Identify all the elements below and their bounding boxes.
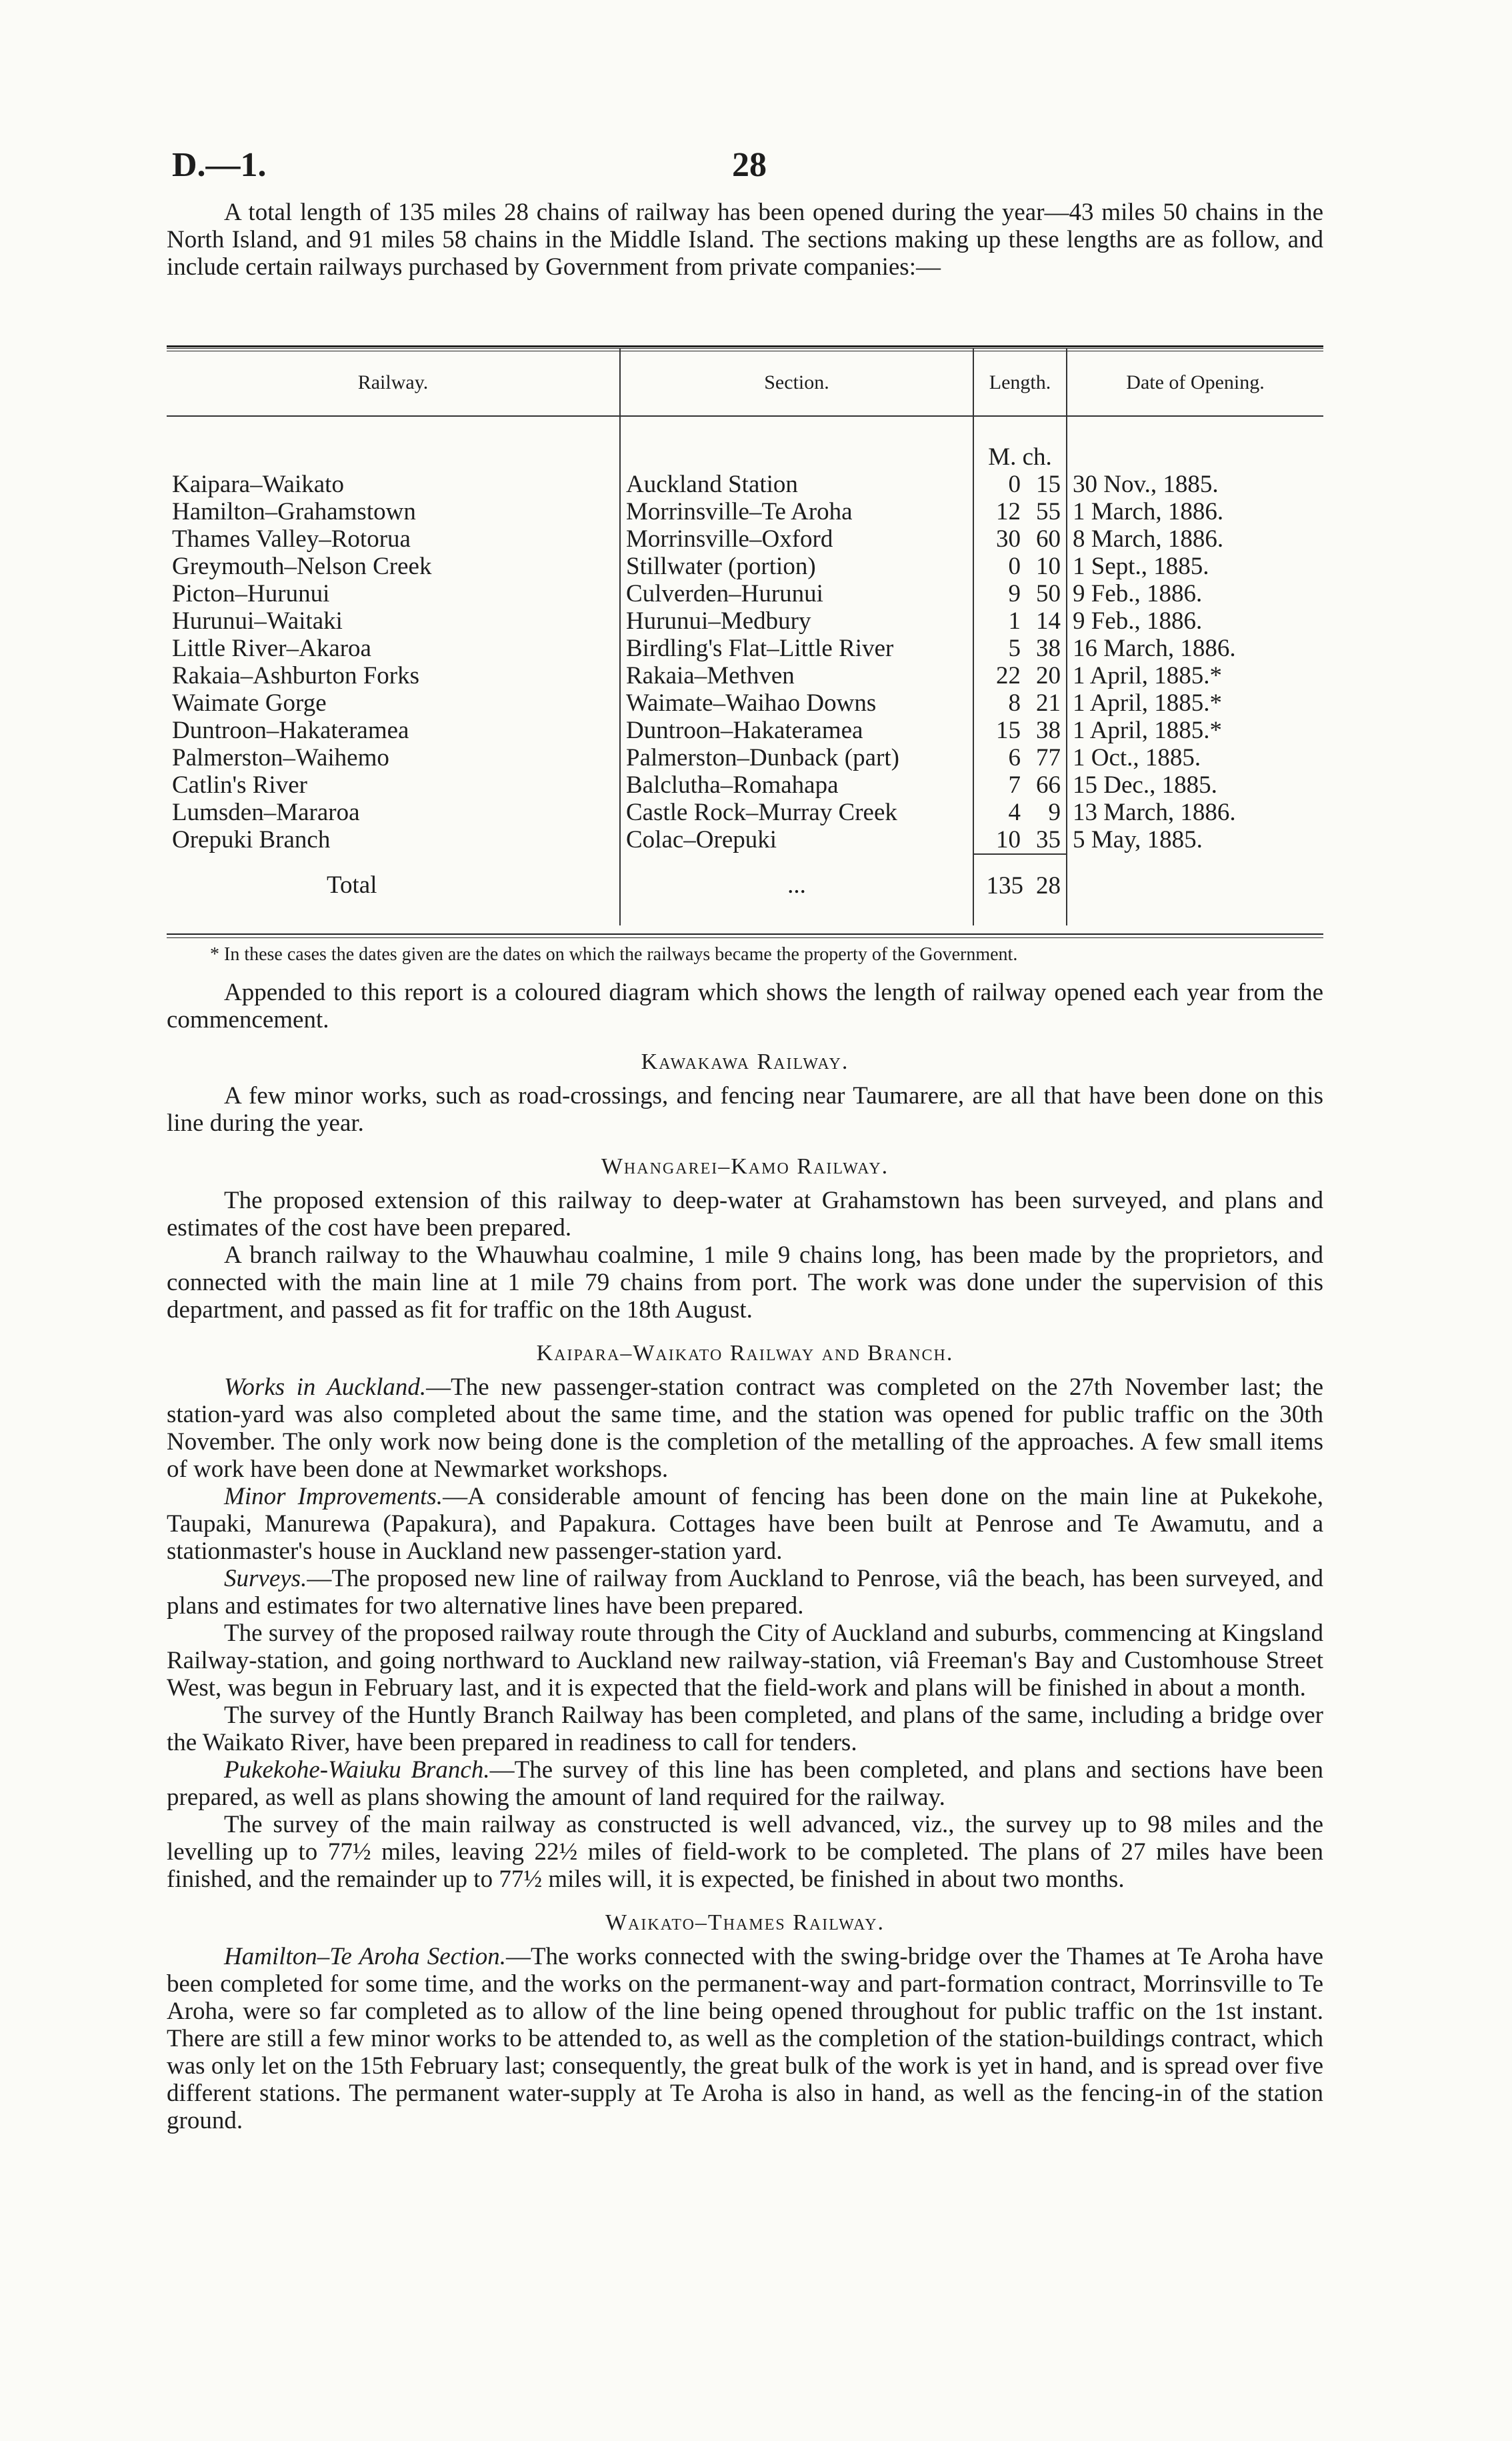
header-date: Date of Opening.	[1067, 348, 1323, 417]
opening-date: 1 Sept., 1885.	[1073, 553, 1209, 580]
opening-date: 1 April, 1885.*	[1073, 662, 1223, 689]
section-name: Culverden–Hurunui	[620, 580, 973, 607]
length-cell	[973, 662, 1067, 689]
length-chains: 15	[1036, 471, 1061, 498]
section-name: Balclutha–Romahapa	[620, 771, 973, 799]
table-row	[167, 717, 1323, 744]
intro-block	[167, 199, 1323, 281]
length-cell	[973, 498, 1067, 525]
total-chains: 28	[1036, 872, 1061, 899]
opening-date: 1 Oct., 1885.	[1073, 744, 1201, 771]
section-name: Rakaia–Methven	[620, 662, 973, 689]
header-section: Section.	[620, 348, 973, 417]
length-miles: 0	[1008, 553, 1021, 580]
intro-paragraph: A total length of 135 miles 28 chains of railway has been opened during the year—43 miles 50 chains in the North Island, and 91 miles 58 chains in the Middle Island. The sections making up these lengths are as follow, and include certain railways purchased by Government from private companies:—	[167, 199, 1323, 281]
kaipara-p1-lead: Works in Auckland.	[224, 1374, 427, 1401]
railway-name: Thames Valley–Rotorua	[167, 525, 620, 553]
length-chains: 38	[1036, 717, 1061, 744]
length-miles: 6	[1008, 744, 1021, 771]
length-miles: 12	[996, 498, 1021, 525]
kawakawa-heading: Kawakawa Railway.	[641, 1049, 849, 1074]
length-miles: 5	[1008, 635, 1021, 662]
kaipara-p6-text: —The survey of this line has been completed, and plans and sections have been prepared, as well as plans showing the amount of land required for the railway.	[167, 1756, 1323, 1811]
table-footnote: * In these cases the dates given are the dates on which the railways became the property of the Government.	[210, 944, 1018, 965]
length-cell	[973, 689, 1067, 717]
length-miles: 7	[1008, 771, 1021, 799]
units-spacer-railway	[167, 416, 620, 471]
opening-date: 9 Feb., 1886.	[1073, 580, 1203, 607]
document-code: D.—1.	[172, 146, 267, 184]
section-name: Morrinsville–Oxford	[620, 525, 973, 553]
railway-name: Lumsden–Mararoa	[167, 799, 620, 826]
units-spacer-date	[1067, 416, 1323, 471]
opening-date: 9 Feb., 1886.	[1073, 607, 1203, 635]
section-name: Birdling's Flat–Little River	[620, 635, 973, 662]
railway-name: Waimate Gorge	[167, 689, 620, 717]
length-miles: 22	[996, 662, 1021, 689]
opening-date: 1 March, 1886.	[1073, 498, 1224, 525]
waikato-paragraph-1	[167, 1943, 1323, 2134]
length-cell	[973, 607, 1067, 635]
kaipara-paragraph-1	[167, 1374, 1323, 1483]
length-cell	[973, 471, 1067, 498]
table-row	[167, 771, 1323, 799]
table-row	[167, 471, 1323, 498]
opening-date: 15 Dec., 1885.	[1073, 771, 1217, 799]
table-row	[167, 799, 1323, 826]
waikato-heading: Waikato–Thames Railway.	[605, 1910, 885, 1935]
kaipara-p3-text: —The proposed new line of railway from Auckland to Penrose, viâ the beach, has been surveyed, and plans and estimates for two alternative lines have been prepared.	[167, 1565, 1323, 1620]
opening-date: 16 March, 1886.	[1073, 635, 1236, 662]
whangarei-paragraph-1: The proposed extension of this railway to deep-water at Grahamstown has been surveyed, and plans and estimates of the cost have been prepared.	[167, 1187, 1323, 1242]
section-name: Waimate–Waihao Downs	[620, 689, 973, 717]
railway-name: Kaipara–Waikato	[167, 471, 620, 498]
table-row	[167, 826, 1323, 854]
table-row	[167, 498, 1323, 525]
length-miles: 8	[1008, 689, 1021, 717]
kaipara-paragraph-6	[167, 1756, 1323, 1811]
table-header-row	[167, 348, 1323, 417]
appended-paragraph: Appended to this report is a coloured diagram which shows the length of railway opened each year from the commencement.	[167, 979, 1323, 1033]
header-length: Length.	[973, 348, 1067, 417]
kaipara-p6-lead: Pukekohe-Waiuku Branch.	[224, 1756, 490, 1784]
length-miles: 9	[1008, 580, 1021, 607]
table-body	[167, 416, 1323, 925]
opening-date: 1 April, 1885.*	[1073, 717, 1223, 744]
report-body	[167, 979, 1323, 2134]
kaipara-p2-text: —A considerable amount of fencing has been done on the main line at Pukekohe, Taupaki, Manurewa (Papakura), and Papakura. Cottages have been built at Penrose and Te Awamutu, and a stationmaster's house in Auckland new passenger-station yard.	[167, 1483, 1324, 1565]
units-spacer-section	[620, 416, 973, 471]
section-name: Palmerston–Dunback (part)	[620, 744, 973, 771]
kaipara-paragraph-3	[167, 1565, 1323, 1620]
railway-table	[167, 347, 1323, 925]
railway-name: Rakaia–Ashburton Forks	[167, 662, 620, 689]
section-name: Stillwater (portion)	[620, 553, 973, 580]
length-chains: 38	[1036, 635, 1061, 662]
length-chains: 21	[1036, 689, 1061, 717]
length-cell	[973, 580, 1067, 607]
total-label: Total	[167, 854, 620, 925]
page-number: 28	[732, 146, 767, 184]
length-cell	[973, 826, 1067, 854]
kaipara-paragraph-4: The survey of the proposed railway route through the City of Auckland and suburbs, commencing at Kingsland Railway-station, and going northward to Auckland new railway-station, viâ Freeman's Bay and Customhouse Street West, was begun in February last, and it is expected that the field-work and plans will be finished in about a month.	[167, 1620, 1323, 1702]
railway-name: Greymouth–Nelson Creek	[167, 553, 620, 580]
railway-name: Hurunui–Waitaki	[167, 607, 620, 635]
length-chains: 50	[1036, 580, 1061, 607]
railway-name: Little River–Akaroa	[167, 635, 620, 662]
length-chains: 77	[1036, 744, 1061, 771]
table-bottom-rule-inner	[167, 937, 1323, 938]
kaipara-p2-lead: Minor Improvements.	[224, 1483, 443, 1510]
length-cell	[973, 553, 1067, 580]
length-chains: 14	[1036, 607, 1061, 635]
table-row	[167, 607, 1323, 635]
opening-date: 8 March, 1886.	[1073, 525, 1224, 553]
length-chains: 20	[1036, 662, 1061, 689]
railway-name: Hamilton–Grahamstown	[167, 498, 620, 525]
table-row	[167, 525, 1323, 553]
length-chains: 35	[1036, 826, 1061, 853]
railway-name: Catlin's River	[167, 771, 620, 799]
section-name: Castle Rock–Murray Creek	[620, 799, 973, 826]
waikato-p1-lead: Hamilton–Te Aroha Section.	[224, 1943, 506, 1970]
length-miles: 1	[1008, 607, 1021, 635]
length-miles: 0	[1008, 471, 1021, 498]
opening-date: 30 Nov., 1885.	[1073, 471, 1219, 498]
section-name: Morrinsville–Te Aroha	[620, 498, 973, 525]
total-miles: 135	[986, 872, 1023, 899]
table-row	[167, 635, 1323, 662]
kaipara-p3-lead: Surveys.	[224, 1565, 307, 1592]
whangarei-heading: Whangarei–Kamo Railway.	[601, 1154, 889, 1179]
length-cell	[973, 717, 1067, 744]
length-chains: 10	[1036, 553, 1061, 580]
length-cell	[973, 635, 1067, 662]
opening-date: 5 May, 1885.	[1073, 826, 1203, 853]
length-miles: 30	[996, 525, 1021, 553]
kaipara-paragraph-7: The survey of the main railway as constructed is well advanced, viz., the survey up to 98 miles and the levelling up to 77½ miles, leaving 22½ miles of field-work to be completed. The plans of 27 miles have been finished, and the remainder up to 77½ miles will, it is expected, be finished in about two months.	[167, 1811, 1323, 1893]
table-row	[167, 744, 1323, 771]
opening-date: 1 April, 1885.*	[1073, 689, 1223, 717]
length-chains: 55	[1036, 498, 1061, 525]
whangarei-paragraph-2: A branch railway to the Whauwhau coalmine, 1 mile 9 chains long, has been made by the proprietors, and connected with the main line at 1 mile 79 chains from port. The work was done under the supervision of this department, and passed as fit for traffic on the 18th August.	[167, 1242, 1323, 1324]
units-row	[167, 416, 1323, 471]
kaipara-p1-text: —The new passenger-station contract was completed on the 27th November last; the station-yard was also completed about the same time, and the station was opened for public traffic on the 30th November. The only work now being done is the completion of the metalling of the approaches. A few small items of work have been done at Newmarket workshops.	[167, 1374, 1323, 1483]
table-row	[167, 553, 1323, 580]
section-name: Duntroon–Hakateramea	[620, 717, 973, 744]
kaipara-heading: Kaipara–Waikato Railway and Branch.	[536, 1341, 954, 1366]
table-row	[167, 689, 1323, 717]
kawakawa-paragraph: A few minor works, such as road-crossings, and fencing near Taumarere, are all that have been done on this line during the year.	[167, 1082, 1323, 1137]
kaipara-paragraph-2	[167, 1483, 1323, 1565]
length-chains: 9	[1048, 799, 1061, 826]
railway-name: Orepuki Branch	[167, 826, 620, 854]
length-miles: 4	[1008, 799, 1021, 826]
total-date-spacer	[1067, 854, 1323, 925]
length-cell	[973, 799, 1067, 826]
header-railway: Railway.	[167, 348, 620, 417]
railway-name: Duntroon–Hakateramea	[167, 717, 620, 744]
section-name: Auckland Station	[620, 471, 973, 498]
total-row	[167, 854, 1323, 925]
length-chains: 60	[1036, 525, 1061, 553]
section-name: Hurunui–Medbury	[620, 607, 973, 635]
length-cell	[973, 525, 1067, 553]
table-bottom-rule	[167, 933, 1323, 935]
length-miles: 10	[996, 826, 1021, 853]
table-row	[167, 580, 1323, 607]
total-length	[973, 854, 1067, 925]
total-section: ...	[620, 854, 973, 925]
railway-name: Picton–Hurunui	[167, 580, 620, 607]
table-row	[167, 662, 1323, 689]
kaipara-paragraph-5: The survey of the Huntly Branch Railway has been completed, and plans of the same, including a bridge over the Waikato River, have been prepared in readiness to call for tenders.	[167, 1702, 1323, 1756]
length-miles: 15	[996, 717, 1021, 744]
opening-date: 13 March, 1886.	[1073, 799, 1236, 826]
waikato-p1-text: —The works connected with the swing-bridge over the Thames at Te Aroha have been completed for some time, and the works on the permanent-way and part-formation contract, Morrinsville to Te Aroha, were so far completed as to allow of the line being opened throughout for public traffic on the 1st instant. There are still a few minor works to be attended to, as well as the completion of the station-buildings contract, which was only let on the 15th February last; consequently, the great bulk of the work is yet in hand, and is spread over five different stations. The permanent water-supply at Te Aroha is also in hand, as well as the fencing-in of the station ground.	[167, 1943, 1323, 2134]
length-cell	[973, 744, 1067, 771]
length-chains: 66	[1036, 771, 1061, 799]
length-units: M. ch.	[973, 416, 1067, 471]
railway-name: Palmerston–Waihemo	[167, 744, 620, 771]
section-name: Colac–Orepuki	[620, 826, 973, 854]
length-cell	[973, 771, 1067, 799]
